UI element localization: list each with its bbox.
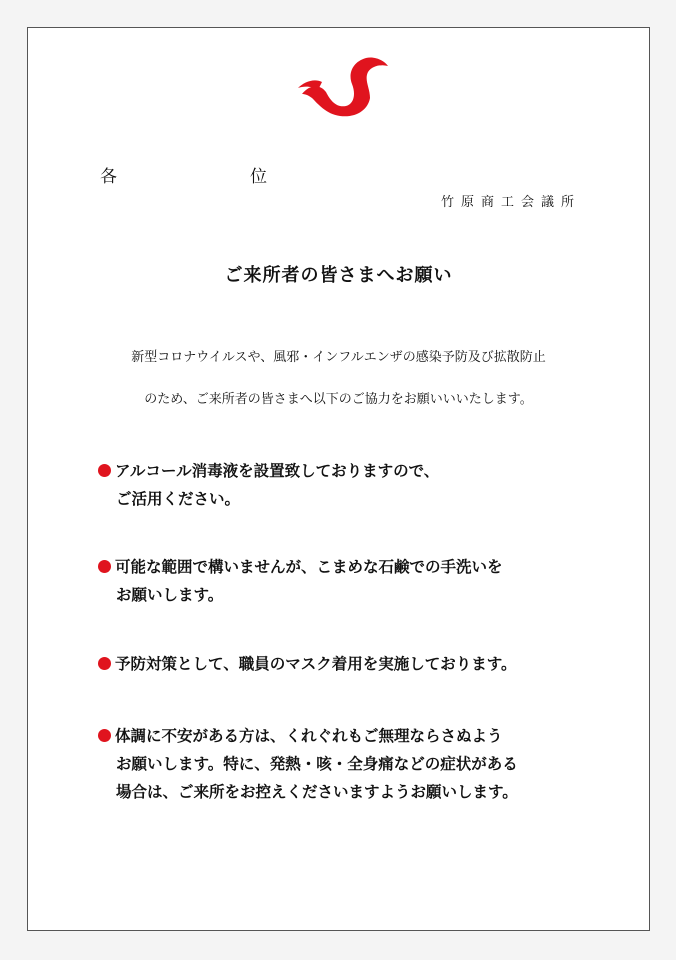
red-bullet-icon [98, 729, 111, 742]
notice-title: ご来所者の皆さまへお願い [224, 265, 453, 286]
red-bullet-icon [98, 464, 111, 477]
item-text: アルコール消毒液を設置致しておりますので、 [115, 461, 440, 480]
sender-name: 竹原商工会議所 [440, 195, 581, 210]
item-text: お願いします。 [116, 585, 224, 604]
item-text: 場合は、ご来所をお控えくださいますようお願いします。 [116, 782, 518, 801]
intro-line-1: 新型コロナウイルスや、風邪・インフルエンザの感染予防及び拡散防止 [131, 350, 546, 365]
item-text: 可能な範囲で構いませんが、こまめな石鹸での手洗いを [115, 557, 503, 576]
request-item-4 [98, 722, 618, 806]
red-bullet-icon [98, 560, 111, 573]
request-item-2 [98, 553, 618, 609]
salutation: 各 位 [100, 167, 325, 187]
item-text: 体調に不安がある方は、くれぐれもご無理ならさぬよう [115, 726, 503, 745]
chamber-logo-icon [296, 54, 388, 118]
item-text: 予防対策として、職員のマスク着用を実施しております。 [115, 654, 517, 673]
request-item-3 [98, 650, 618, 678]
item-text: お願いします。特に、発熱・咳・全身痛などの症状がある [116, 754, 518, 773]
item-text: ご活用ください。 [116, 489, 241, 508]
red-bullet-icon [98, 657, 111, 670]
request-item-1 [98, 457, 618, 513]
intro-line-2: のため、ご来所者の皆さまへ以下のご協力をお願いいいたします。 [144, 392, 533, 407]
notice-page [27, 27, 650, 931]
